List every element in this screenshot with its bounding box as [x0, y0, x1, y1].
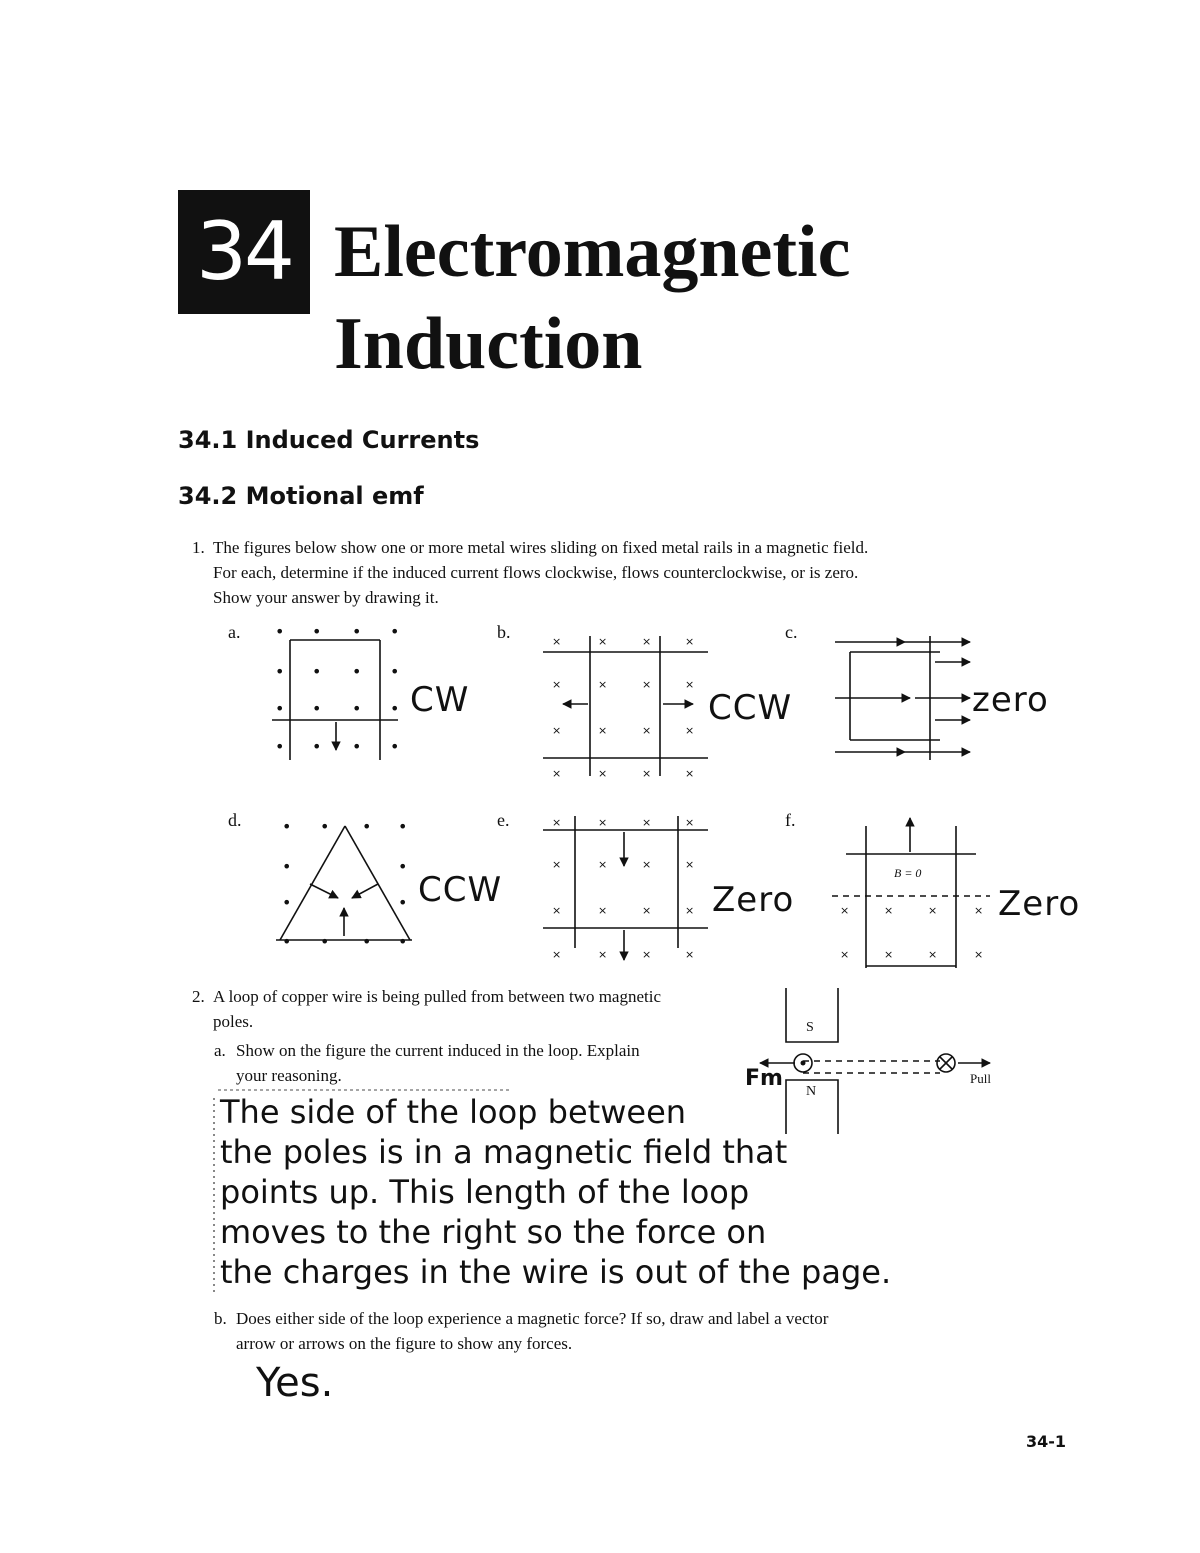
svg-text:×: × — [642, 724, 652, 737]
q2a-answer-line: points up. This length of the loop — [220, 1173, 750, 1211]
svg-text:×: × — [598, 724, 608, 737]
figure-c-rails — [835, 636, 970, 760]
q2b-answer: Yes. — [256, 1360, 334, 1406]
svg-text:•: • — [282, 932, 292, 951]
svg-text:•: • — [312, 622, 322, 641]
q2b-text-line: Does either side of the loop experience a magnetic force? If so, draw and label a vector — [236, 1309, 829, 1328]
figure-e-answer: Zero — [712, 880, 795, 920]
svg-text:×: × — [840, 904, 850, 917]
chapter-title-line2: Induction — [334, 303, 643, 385]
svg-text:•: • — [282, 857, 292, 876]
svg-text:•: • — [352, 737, 362, 756]
svg-text:×: × — [685, 678, 695, 691]
svg-text:×: × — [552, 678, 562, 691]
svg-text:•: • — [275, 699, 285, 718]
q2-number: 2. — [192, 987, 205, 1006]
svg-text:•: • — [398, 893, 408, 912]
svg-text:×: × — [974, 904, 984, 917]
svg-text:•: • — [320, 817, 330, 836]
pole-s-label: S — [806, 1020, 814, 1035]
svg-text:•: • — [352, 662, 362, 681]
svg-text:×: × — [685, 904, 695, 917]
svg-text:•: • — [390, 622, 400, 641]
svg-text:×: × — [552, 858, 562, 871]
svg-text:×: × — [598, 678, 608, 691]
svg-text:•: • — [275, 737, 285, 756]
svg-text:•: • — [398, 817, 408, 836]
svg-text:•: • — [275, 622, 285, 641]
q2a-answer-line: the charges in the wire is out of the page. — [220, 1253, 892, 1291]
svg-text:×: × — [552, 816, 562, 829]
svg-text:×: × — [642, 904, 652, 917]
chapter-number: 34 — [178, 190, 310, 314]
figure-f-field-label: B = 0 — [894, 866, 922, 880]
svg-text:×: × — [685, 724, 695, 737]
svg-text:×: × — [685, 767, 695, 780]
q2a-text-line: Show on the figure the current induced in the loop. Explain — [236, 1041, 640, 1060]
svg-text:×: × — [598, 635, 608, 648]
q2a-label: a. — [214, 1041, 226, 1060]
figure-b-rails — [543, 636, 708, 776]
svg-text:•: • — [320, 932, 330, 951]
svg-text:×: × — [685, 635, 695, 648]
svg-text:×: × — [928, 904, 938, 917]
page-number: 34-1 — [1026, 1432, 1067, 1451]
q2a-text — [236, 1038, 640, 1088]
figure-label-d: d. — [228, 810, 242, 830]
svg-text:•: • — [312, 737, 322, 756]
svg-text:×: × — [642, 635, 652, 648]
q2-text-line: A loop of copper wire is being pulled from between two magnetic — [213, 987, 662, 1006]
svg-text:×: × — [598, 904, 608, 917]
svg-text:×: × — [598, 767, 608, 780]
svg-text:×: × — [642, 858, 652, 871]
q2a-text-line: your reasoning. — [236, 1066, 342, 1085]
svg-text:×: × — [685, 816, 695, 829]
svg-text:•: • — [398, 932, 408, 951]
svg-text:•: • — [312, 662, 322, 681]
svg-text:•: • — [362, 932, 372, 951]
q2-text — [213, 984, 661, 1034]
svg-text:•: • — [275, 662, 285, 681]
svg-text:•: • — [390, 699, 400, 718]
svg-text:×: × — [642, 678, 652, 691]
svg-text:×: × — [685, 948, 695, 961]
svg-text:×: × — [552, 904, 562, 917]
pull-label: Pull — [970, 1071, 991, 1086]
svg-text:×: × — [884, 948, 894, 961]
figure-f-answer: Zero — [998, 884, 1081, 924]
svg-text:×: × — [642, 948, 652, 961]
q2b-label: b. — [214, 1309, 227, 1328]
svg-text:×: × — [642, 816, 652, 829]
svg-text:×: × — [598, 948, 608, 961]
svg-text:•: • — [282, 893, 292, 912]
svg-text:•: • — [352, 622, 362, 641]
q2a-answer — [220, 1092, 891, 1292]
svg-text:•: • — [312, 699, 322, 718]
figure-a-rails — [272, 640, 398, 760]
figure-label-b: b. — [497, 622, 511, 642]
figure-label-e: e. — [497, 810, 510, 830]
figure-a-answer: CW — [410, 680, 470, 720]
q1-number: 1. — [192, 538, 205, 557]
q1-text-line: Show your answer by drawing it. — [213, 588, 439, 607]
svg-text:×: × — [598, 816, 608, 829]
svg-text:×: × — [552, 724, 562, 737]
svg-text:×: × — [974, 948, 984, 961]
svg-text:×: × — [642, 767, 652, 780]
figure-label-c: c. — [785, 622, 798, 642]
figure-c-answer: zero — [972, 680, 1049, 720]
svg-text:•: • — [390, 737, 400, 756]
q2a-answer-line: The side of the loop between — [220, 1093, 687, 1131]
svg-text:•: • — [282, 817, 292, 836]
svg-text:×: × — [552, 635, 562, 648]
figure-b-answer: CCW — [708, 688, 793, 728]
svg-text:•: • — [352, 699, 362, 718]
figure-d-answer: CCW — [418, 870, 503, 910]
svg-text:×: × — [840, 948, 850, 961]
figure-e-rails — [543, 816, 708, 960]
figure-label-a: a. — [228, 622, 241, 642]
figure-f-rails — [832, 818, 990, 968]
q1-text-line: For each, determine if the induced current flows clockwise, flows counterclockwise, or is zero. — [213, 563, 859, 582]
svg-text:•: • — [390, 662, 400, 681]
figure-label-f: f. — [785, 810, 796, 830]
q2b-text — [236, 1306, 828, 1356]
svg-text:×: × — [552, 767, 562, 780]
chapter-title-line1: Electromagnetic — [334, 211, 851, 293]
q2b-text-line: arrow or arrows on the figure to show any forces. — [236, 1334, 573, 1353]
svg-text:×: × — [685, 858, 695, 871]
figure-d-rails — [276, 826, 412, 940]
q2-text-line: poles. — [213, 1012, 254, 1031]
q2a-answer-line: moves to the right so the force on — [220, 1213, 767, 1251]
force-label: Fm — [745, 1066, 783, 1091]
svg-text:•: • — [362, 817, 372, 836]
q2a-answer-line: the poles is in a magnetic field that — [220, 1133, 788, 1171]
svg-text:×: × — [928, 948, 938, 961]
q1-text-line: The figures below show one or more metal wires sliding on fixed metal rails in a magnetic field. — [213, 538, 869, 557]
section-heading-1: 34.1 Induced Currents — [178, 426, 480, 454]
svg-text:×: × — [552, 948, 562, 961]
field-marks — [275, 622, 983, 961]
svg-text:×: × — [884, 904, 894, 917]
section-heading-2: 34.2 Motional emf — [178, 482, 424, 510]
svg-text:×: × — [598, 858, 608, 871]
pole-n-label: N — [806, 1084, 817, 1099]
svg-text:•: • — [398, 857, 408, 876]
